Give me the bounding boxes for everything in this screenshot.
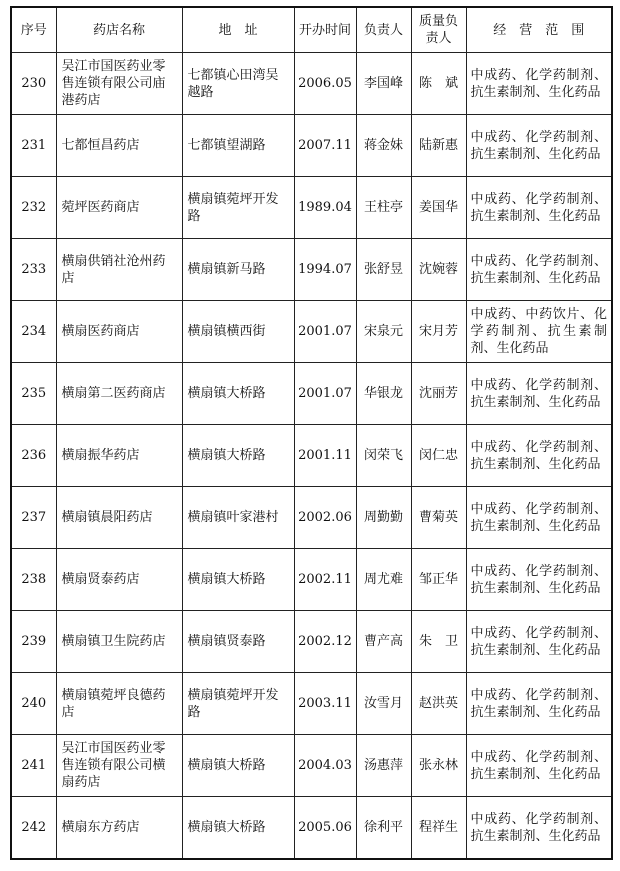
cell-name: 横扇供销社沧州药店 xyxy=(56,239,182,301)
cell-opened: 2006.05 xyxy=(294,53,356,115)
cell-address: 横扇镇横西街 xyxy=(182,301,294,363)
cell-manager: 汤惠萍 xyxy=(356,735,411,797)
table-row xyxy=(11,611,612,673)
cell-quality: 张永林 xyxy=(411,735,466,797)
cell-manager: 蒋金妹 xyxy=(356,115,411,177)
cell-address: 七都镇心田湾吴越路 xyxy=(182,53,294,115)
cell-address: 横扇镇菀坪开发路 xyxy=(182,673,294,735)
cell-seq: 238 xyxy=(11,549,56,611)
cell-seq: 233 xyxy=(11,239,56,301)
cell-quality: 沈丽芳 xyxy=(411,363,466,425)
cell-scope: 中成药、化学药制剂、抗生素制剂、生化药品 xyxy=(466,115,612,177)
cell-scope: 中成药、化学药制剂、抗生素制剂、生化药品 xyxy=(466,363,612,425)
cell-manager: 王柱亭 xyxy=(356,177,411,239)
cell-address: 横扇镇大桥路 xyxy=(182,549,294,611)
cell-quality: 赵洪英 xyxy=(411,673,466,735)
cell-manager: 闵荣飞 xyxy=(356,425,411,487)
cell-seq: 232 xyxy=(11,177,56,239)
table-row xyxy=(11,549,612,611)
table-row xyxy=(11,239,612,301)
header-seq: 序号 xyxy=(11,7,56,53)
cell-opened: 2004.03 xyxy=(294,735,356,797)
cell-address: 横扇镇新马路 xyxy=(182,239,294,301)
table-row xyxy=(11,301,612,363)
cell-seq: 235 xyxy=(11,363,56,425)
table-row xyxy=(11,487,612,549)
cell-manager: 周尤难 xyxy=(356,549,411,611)
cell-opened: 2005.06 xyxy=(294,797,356,860)
cell-opened: 2007.11 xyxy=(294,115,356,177)
cell-address: 横扇镇贤泰路 xyxy=(182,611,294,673)
cell-name: 横扇振华药店 xyxy=(56,425,182,487)
cell-opened: 2002.06 xyxy=(294,487,356,549)
cell-quality: 沈婉蓉 xyxy=(411,239,466,301)
cell-scope: 中成药、化学药制剂、抗生素制剂、生化药品 xyxy=(466,611,612,673)
header-row xyxy=(11,7,612,53)
pharmacy-table-page xyxy=(10,6,613,860)
cell-name: 横扇镇菀坪良德药店 xyxy=(56,673,182,735)
cell-name: 横扇东方药店 xyxy=(56,797,182,860)
cell-manager: 徐利平 xyxy=(356,797,411,860)
cell-name: 横扇镇晨阳药店 xyxy=(56,487,182,549)
cell-manager: 曹产高 xyxy=(356,611,411,673)
cell-manager: 汝雪月 xyxy=(356,673,411,735)
cell-name: 横扇第二医药商店 xyxy=(56,363,182,425)
cell-quality: 朱 卫 xyxy=(411,611,466,673)
cell-scope: 中成药、化学药制剂、抗生素制剂、生化药品 xyxy=(466,549,612,611)
header-address: 地 址 xyxy=(182,7,294,53)
cell-quality: 曹菊英 xyxy=(411,487,466,549)
cell-scope: 中成药、化学药制剂、抗生素制剂、生化药品 xyxy=(466,425,612,487)
cell-quality: 宋月芳 xyxy=(411,301,466,363)
cell-name: 横扇贤泰药店 xyxy=(56,549,182,611)
cell-opened: 2003.11 xyxy=(294,673,356,735)
table-row xyxy=(11,363,612,425)
cell-manager: 宋泉元 xyxy=(356,301,411,363)
header-name: 药店名称 xyxy=(56,7,182,53)
cell-address: 横扇镇大桥路 xyxy=(182,363,294,425)
cell-address: 横扇镇大桥路 xyxy=(182,797,294,860)
cell-seq: 230 xyxy=(11,53,56,115)
cell-scope: 中成药、化学药制剂、抗生素制剂、生化药品 xyxy=(466,797,612,860)
cell-opened: 2002.11 xyxy=(294,549,356,611)
header-scope: 经 营 范 围 xyxy=(466,7,612,53)
cell-name: 吴江市国医药业零售连锁有限公司横扇药店 xyxy=(56,735,182,797)
cell-scope: 中成药、化学药制剂、抗生素制剂、生化药品 xyxy=(466,487,612,549)
cell-name: 吴江市国医药业零售连锁有限公司庙港药店 xyxy=(56,53,182,115)
table-row xyxy=(11,53,612,115)
header-quality: 质量负责人 xyxy=(411,7,466,53)
cell-manager: 华银龙 xyxy=(356,363,411,425)
cell-address: 横扇镇大桥路 xyxy=(182,425,294,487)
cell-seq: 240 xyxy=(11,673,56,735)
cell-quality: 陈 斌 xyxy=(411,53,466,115)
cell-opened: 2001.07 xyxy=(294,301,356,363)
cell-scope: 中成药、化学药制剂、抗生素制剂、生化药品 xyxy=(466,239,612,301)
pharmacy-table xyxy=(10,6,613,860)
cell-name: 横扇医药商店 xyxy=(56,301,182,363)
table-row xyxy=(11,797,612,860)
cell-seq: 239 xyxy=(11,611,56,673)
cell-scope: 中成药、化学药制剂、抗生素制剂、生化药品 xyxy=(466,673,612,735)
table-row xyxy=(11,673,612,735)
cell-scope: 中成药、化学药制剂、抗生素制剂、生化药品 xyxy=(466,53,612,115)
cell-name: 横扇镇卫生院药店 xyxy=(56,611,182,673)
table-row xyxy=(11,115,612,177)
cell-quality: 邹正华 xyxy=(411,549,466,611)
table-row xyxy=(11,735,612,797)
cell-scope: 中成药、化学药制剂、抗生素制剂、生化药品 xyxy=(466,177,612,239)
cell-opened: 1989.04 xyxy=(294,177,356,239)
cell-opened: 2002.12 xyxy=(294,611,356,673)
cell-address: 七都镇望湖路 xyxy=(182,115,294,177)
table-row xyxy=(11,177,612,239)
cell-manager: 周勤勤 xyxy=(356,487,411,549)
cell-seq: 236 xyxy=(11,425,56,487)
table-row xyxy=(11,425,612,487)
cell-opened: 2001.11 xyxy=(294,425,356,487)
cell-address: 横扇镇大桥路 xyxy=(182,735,294,797)
cell-opened: 2001.07 xyxy=(294,363,356,425)
header-manager: 负责人 xyxy=(356,7,411,53)
cell-address: 横扇镇菀坪开发路 xyxy=(182,177,294,239)
cell-quality: 闵仁忠 xyxy=(411,425,466,487)
cell-quality: 程祥生 xyxy=(411,797,466,860)
cell-manager: 李国峰 xyxy=(356,53,411,115)
cell-quality: 陆新惠 xyxy=(411,115,466,177)
cell-seq: 242 xyxy=(11,797,56,860)
cell-seq: 231 xyxy=(11,115,56,177)
cell-name: 七都恒昌药店 xyxy=(56,115,182,177)
cell-address: 横扇镇叶家港村 xyxy=(182,487,294,549)
cell-seq: 241 xyxy=(11,735,56,797)
cell-name: 菀坪医药商店 xyxy=(56,177,182,239)
cell-scope: 中成药、中药饮片、化学药制剂、抗生素制剂、生化药品 xyxy=(466,301,612,363)
cell-seq: 234 xyxy=(11,301,56,363)
cell-opened: 1994.07 xyxy=(294,239,356,301)
cell-manager: 张舒昱 xyxy=(356,239,411,301)
cell-quality: 姜国华 xyxy=(411,177,466,239)
header-opened: 开办时间 xyxy=(294,7,356,53)
cell-scope: 中成药、化学药制剂、抗生素制剂、生化药品 xyxy=(466,735,612,797)
cell-seq: 237 xyxy=(11,487,56,549)
